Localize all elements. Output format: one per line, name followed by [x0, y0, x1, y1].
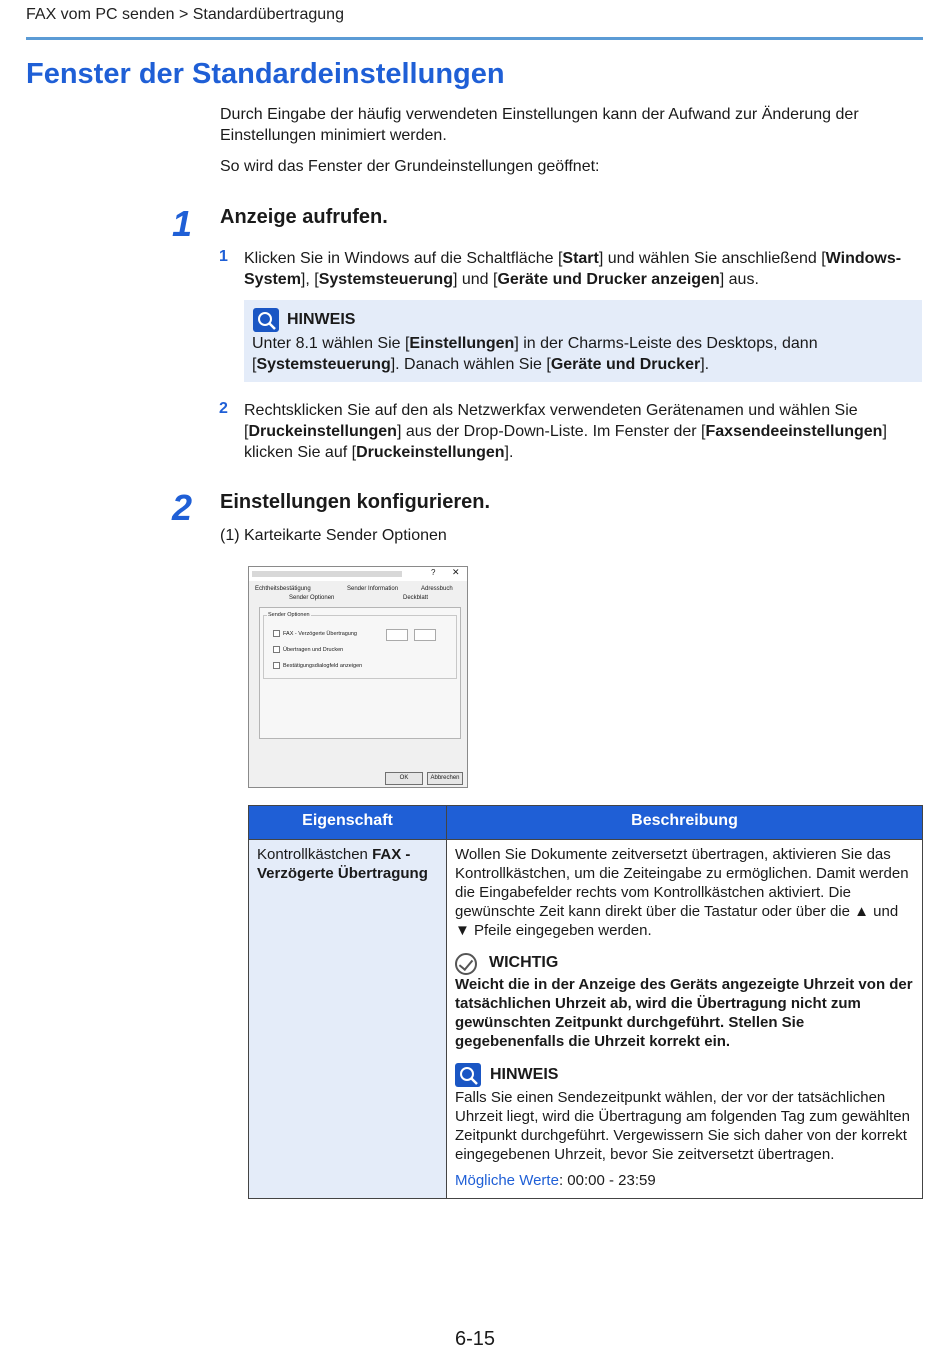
- note-icon: [253, 308, 279, 332]
- substep-number-2: 2: [219, 400, 228, 417]
- sender-options-group: [263, 612, 457, 679]
- property-description: Wollen Sie Dokumente zeitversetzt übertragen, aktivieren Sie das Kontrollkästchen, um die Zeiteingabe zu ermöglichen. Damit werden die Eingabefelder rechts vom Kontrollkästchen aktiviert. Die gewünschte Zeit kann direkt über die Tastatur oder über die ▲ und ▼ Pfeile eingegeben werden.: [455, 846, 909, 939]
- important-check-icon: [455, 953, 477, 975]
- step-title-1: Anzeige aufrufen.: [220, 206, 388, 228]
- figure-caption: (1) Karteikarte Sender Optionen: [220, 527, 447, 544]
- intro-paragraph: Durch Eingabe der häufig verwendeten Einstellungen kann der Aufwand zur Änderung der Einstellungen minimiert werden.: [220, 106, 859, 144]
- property-name: Kontrollkästchen FAX - Verzögerte Übertragung: [257, 846, 428, 882]
- important-text: Weicht die in der Anzeige des Geräts angezeigte Uhrzeit von der tatsächlichen Uhrzeit ab, wird die Übertragung nicht zum gewünschten Zeitpunkt durchgeführt. Stellen Sie gegebenenfalls die Uhrzeit korrekt ein.: [455, 976, 913, 1050]
- checkbox-transmit-and-print[interactable]: Übertragen und Drucken: [273, 646, 343, 653]
- possible-values-label: Mögliche Werte: [455, 1172, 559, 1189]
- table-note-text: Falls Sie einen Sendezeitpunkt wählen, der vor der tatsächlichen Uhrzeit liegt, wird die Übertragung am folgenden Tag zum gewählten Zeitpunkt durchgeführt. Vergewissern Sie sich daher von der korrekt eingegebenen Uhrzeit, bevor Sie zeitversetzt übertragen.: [455, 1089, 910, 1163]
- tab-adressbuch[interactable]: Adressbuch: [421, 586, 453, 592]
- checkbox-confirmation-dialog[interactable]: Bestätigungsdialogfeld anzeigen: [273, 662, 362, 669]
- step-title-2: Einstellungen konfigurieren.: [220, 491, 491, 513]
- note-text: Unter 8.1 wählen Sie [Einstellungen] in der Charms-Leiste des Desktops, dann [Systemsteuerung]. Danach wählen Sie [Geräte und Drucker].: [252, 335, 818, 373]
- intro-open-text: So wird das Fenster der Grundeinstellungen geöffnet:: [220, 158, 600, 175]
- tab-sender-optionen[interactable]: Sender Optionen: [289, 595, 335, 601]
- checkbox-delayed-transmission[interactable]: FAX - Verzögerte Übertragung: [273, 630, 357, 637]
- dialog-screenshot: [248, 566, 468, 788]
- table-header-description: Beschreibung: [447, 806, 922, 839]
- note-box: [244, 300, 922, 382]
- close-icon[interactable]: ✕: [452, 567, 460, 577]
- table-note-title: HINWEIS: [490, 1066, 559, 1083]
- dialog-title-blurred: [252, 571, 402, 577]
- tab-echtheitsbestaetigung[interactable]: Echtheitsbestätigung: [255, 586, 311, 592]
- cancel-button[interactable]: Abbrechen: [427, 772, 463, 785]
- table-header-property: Eigenschaft: [249, 806, 446, 839]
- hour-input[interactable]: [386, 629, 408, 641]
- substep-text-2: Rechtsklicken Sie auf den als Netzwerkfax verwendeten Gerätenamen und wählen Sie [Druckeinstellungen] aus der Drop-Down-Liste. Im Fenster der [Faxsendeeinstellungen] klicken Sie auf [Druckeinstellungen].: [244, 402, 887, 461]
- note-title: HINWEIS: [287, 311, 356, 328]
- dialog-titlebar: [249, 567, 467, 581]
- step-number-2: 2: [172, 487, 193, 528]
- breadcrumb: FAX vom PC senden > Standardübertragung: [26, 6, 344, 23]
- important-title: WICHTIG: [489, 954, 559, 971]
- group-label: Sender Optionen: [268, 612, 310, 618]
- note-icon: [455, 1063, 481, 1087]
- page-number: 6-15: [454, 1328, 496, 1350]
- substep-number-1: 1: [219, 248, 228, 265]
- possible-values: Mögliche Werte: 00:00 - 23:59: [455, 1172, 656, 1189]
- page-title: Fenster der Standardeinstellungen: [26, 58, 505, 90]
- dialog-body: [259, 607, 461, 739]
- minute-input[interactable]: [414, 629, 436, 641]
- dialog-tabs: [253, 584, 463, 606]
- table-column-divider: [446, 806, 447, 1198]
- property-cell: [249, 840, 446, 1198]
- tab-sender-information[interactable]: Sender Information: [347, 586, 399, 592]
- help-icon[interactable]: ?: [431, 568, 436, 577]
- step-number-1: 1: [172, 203, 193, 244]
- properties-table: [248, 805, 923, 1199]
- ok-button[interactable]: OK: [385, 772, 423, 785]
- tab-deckblatt[interactable]: Deckblatt: [403, 595, 429, 601]
- substep-text-1: Klicken Sie in Windows auf die Schaltfläche [Start] und wählen Sie anschließend [Windows-System], [Systemsteuerung] und [Geräte und Drucker anzeigen] aus.: [244, 250, 902, 288]
- header-rule: [26, 37, 923, 40]
